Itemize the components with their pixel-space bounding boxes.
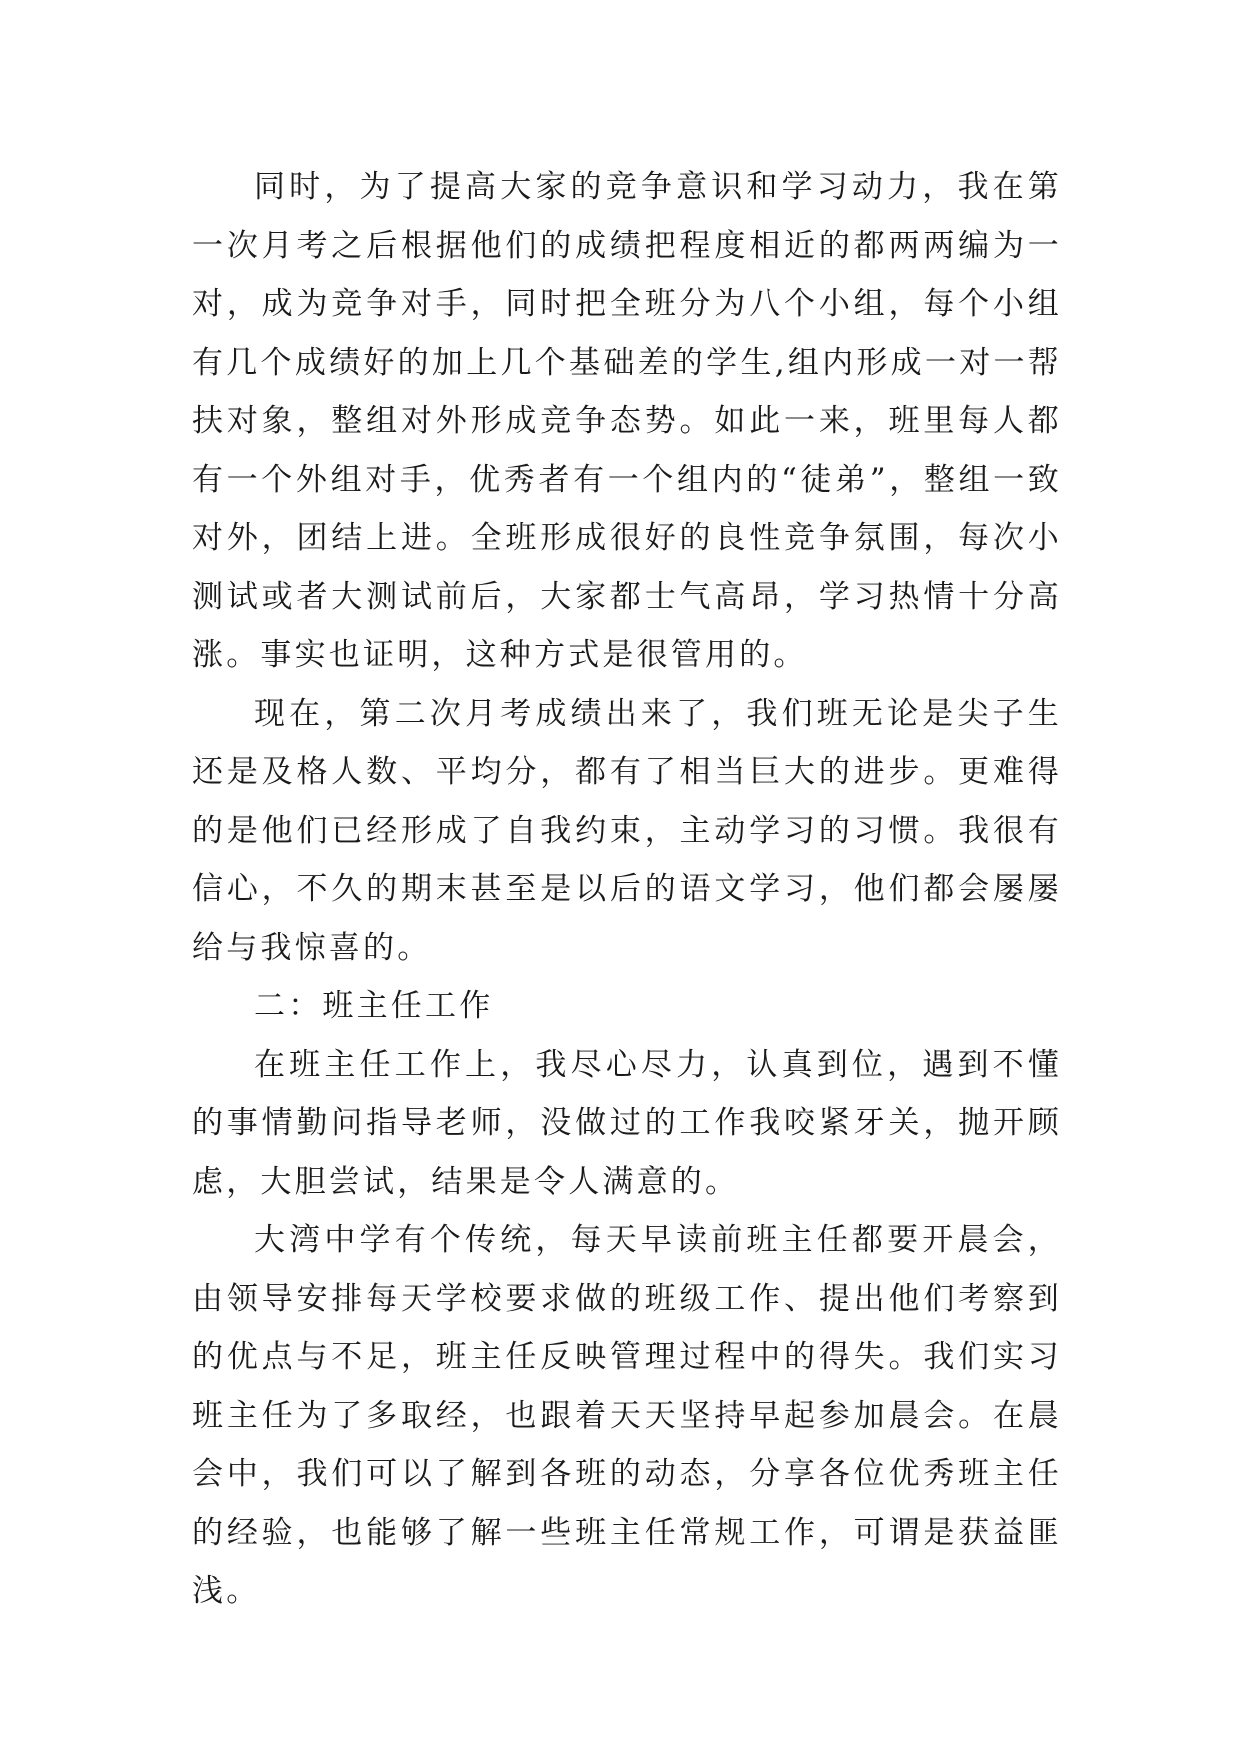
paragraph-second-exam: 现在，第二次月考成绩出来了，我们班无论是尖子生还是及格人数、平均分，都有了相当巨大的进步。更难得的是他们已经形成了自我约束，主动学习的习惯。我很有信心，不久的期末甚至是以后的语文学习，他们都会屡屡给与我惊喜的。 xyxy=(192,695,1062,966)
paragraph-head-teacher-work: 在班主任工作上，我尽心尽力，认真到位，遇到不懂的事情勤问指导老师，没做过的工作我咬紧牙关，抛开顾虑，大胆尝试，结果是令人满意的。 xyxy=(192,1046,1062,1200)
paragraph-morning-meeting: 大湾中学有个传统，每天早读前班主任都要开晨会，由领导安排每天学校要求做的班级工作、提出他们考察到的优点与不足，班主任反映管理过程中的得失。我们实习班主任为了多取经，也跟着天天坚持早起参加晨会。在晨会中，我们可以了解到各班的动态，分享各位优秀班主任的经验，也能够了解一些班主任常规工作，可谓是获益匪浅。 xyxy=(192,1222,1062,1609)
paragraph-competition: 同时，为了提高大家的竞争意识和学习动力，我在第一次月考之后根据他们的成绩把程度相近的都两两编为一对，成为竞争对手，同时把全班分为八个小组，每个小组有几个成绩好的加上几个基础差的学生,组内形成一对一帮扶对象，整组对外形成竞争态势。如此一来，班里每人都有一个外组对手，优秀者有一个组内的“徒弟”，整组一致对外，团结上进。全班形成很好的良性竞争氛围，每次小测试或者大测试前后，大家都士气高昂，学习热情十分高涨。事实也证明，这种方式是很管用的。 xyxy=(192,169,1062,673)
section-heading: 二：班主任工作 xyxy=(254,988,494,1024)
document-body xyxy=(192,158,1062,1621)
